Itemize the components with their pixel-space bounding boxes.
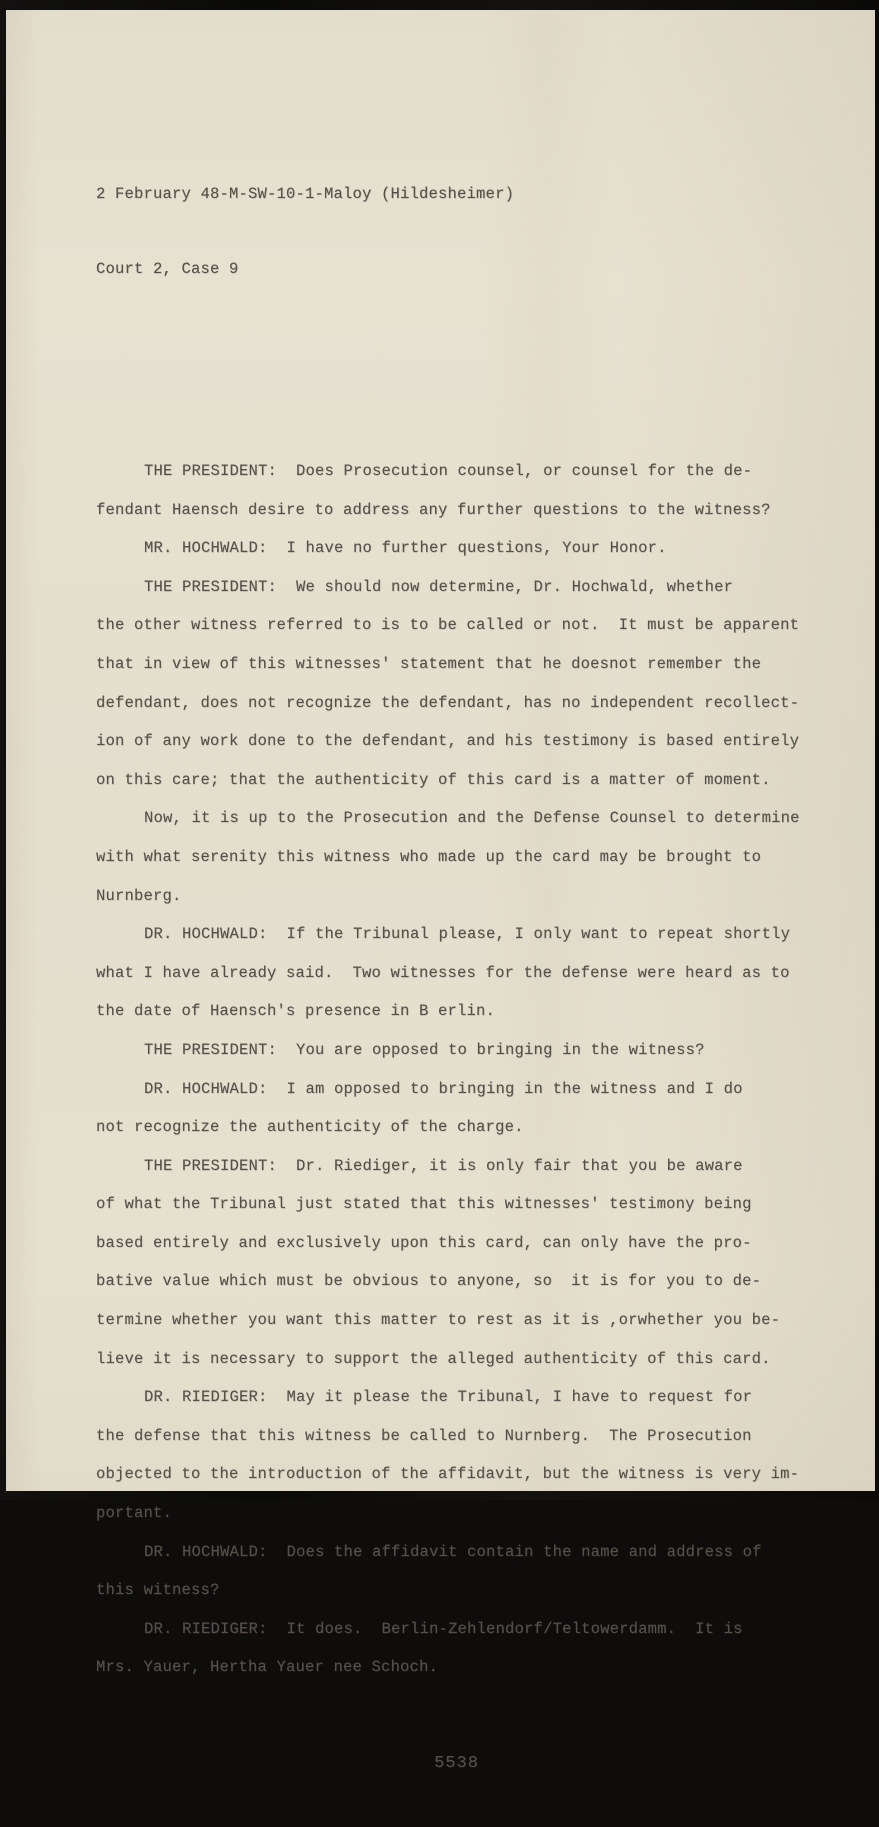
transcript-line: THE PRESIDENT: You are opposed to bringing in the witness? — [144, 1040, 705, 1059]
transcript-line: this witness? — [96, 1581, 220, 1600]
transcript-line: DR. HOCHWALD: I am opposed to bringing in the witness and I do — [144, 1079, 743, 1098]
transcript-line: Mrs. Yauer, Hertha Yauer nee Schoch. — [96, 1658, 439, 1677]
transcript-line: DR. RIEDIGER: May it please the Tribunal, I have to request for — [144, 1388, 753, 1407]
transcript-line: objected to the introduction of the affidavit, but the witness is very im- — [96, 1465, 800, 1484]
transcript-line: the date of Haensch's presence in B erlin. — [96, 1002, 496, 1021]
page-number: 5538 — [434, 1754, 479, 1773]
transcript-line: the other witness referred to is to be called or not. It must be apparent — [96, 616, 800, 635]
transcript-line: that in view of this witnesses' statement that he doesnot remember the — [96, 654, 762, 673]
transcript-lines — [96, 452, 817, 1687]
transcript-line: ion of any work done to the defendant, and his testimony is based entirely — [96, 732, 800, 751]
transcript-line: of what the Tribunal just stated that this witnesses' testimony being — [96, 1195, 752, 1214]
transcript-line: the defense that this witness be called to Nurnberg. The Prosecution — [96, 1426, 752, 1445]
transcript-line: lieve it is necessary to support the alleged authenticity of this card. — [96, 1349, 771, 1368]
transcript-line: Now, it is up to the Prosecution and the Defense Counsel to determine — [144, 809, 800, 828]
transcript-line: Nurnberg. — [96, 886, 182, 905]
transcript-line: THE PRESIDENT: We should now determine, Dr. Hochwald, whether — [144, 577, 734, 596]
transcript-line: THE PRESIDENT: Does Prosecution counsel, or counsel for the de- — [144, 462, 753, 480]
transcript-line: based entirely and exclusively upon this card, can only have the pro- — [96, 1233, 752, 1252]
transcript-line: portant. — [96, 1504, 173, 1523]
transcript-line: with what serenity this witness who made up the card may be brought to — [96, 847, 762, 866]
transcript-line: what I have already said. Two witnesses for the defense were heard as to — [96, 963, 790, 982]
transcript-line: termine whether you want this matter to rest as it is ,orwhether you be- — [96, 1311, 781, 1330]
transcript-line: not recognize the authenticity of the charge. — [96, 1118, 524, 1137]
header-court-case-line: Court 2, Case 9 — [96, 260, 239, 278]
transcript-line: fendant Haensch desire to address any further questions to the witness? — [96, 500, 771, 519]
transcript-page — [6, 10, 875, 1773]
transcript-line: bative value which must be obvious to anyone, so it is for you to de- — [96, 1272, 762, 1291]
transcript-line: DR. HOCHWALD: Does the affidavit contain the name and address of — [144, 1542, 762, 1561]
transcript-line: MR. HOCHWALD: I have no further questions, Your Honor. — [144, 539, 667, 558]
transcript-line: THE PRESIDENT: Dr. Riediger, it is only fair that you be aware — [144, 1156, 743, 1175]
transcript-line: DR. RIEDIGER: It does. Berlin-Zehlendorf/Teltowerdamm. It is — [144, 1619, 743, 1638]
page-header — [96, 132, 817, 332]
transcript-line: DR. HOCHWALD: If the Tribunal please, I only want to repeat shortly — [144, 925, 791, 944]
transcript-line: defendant, does not recognize the defendant, has no independent recollect- — [96, 693, 800, 712]
header-docket-line: 2 February 48-M-SW-10-1-Maloy (Hildesheimer) — [96, 185, 515, 203]
transcript-line: on this care; that the authenticity of this card is a matter of moment. — [96, 770, 771, 789]
